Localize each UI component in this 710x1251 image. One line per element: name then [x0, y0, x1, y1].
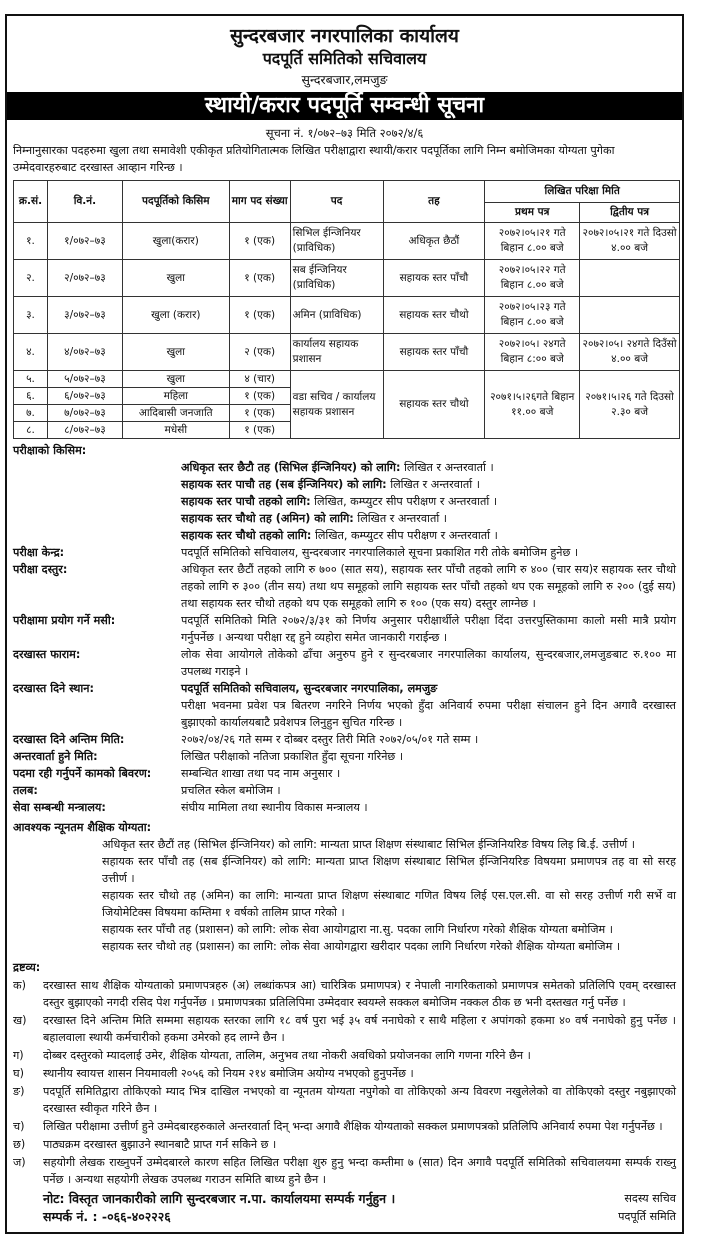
note-text: दोब्बर दस्तुरको म्यादलाई उमेर, शैक्षिक योग्यता, तालिम, अनुभव तथा नोकरी अवधिको प्रयोजनका लागि गणना गरिने छैन ।	[43, 1049, 531, 1062]
note-marker: ग)	[13, 1049, 24, 1062]
table-header	[14, 181, 680, 203]
detail-row	[13, 765, 676, 782]
exam-type-post: अधिकृत स्तर छैटौ तह (सिभिल ईन्जिनियर) को लागि:	[181, 461, 401, 474]
table-row	[14, 371, 680, 388]
cell-post: सिभिल ईन्जिनियर (प्राविधिक)	[290, 223, 383, 260]
cell-level: सहायक स्तर चौथो	[383, 371, 485, 439]
footer-note: नोट: विस्तृत जानकारीको लागि सुन्दरबजार न.पा. कार्यालयमा सम्पर्क गर्नुहुन ।	[43, 1191, 396, 1206]
col-adv: वि.नं.	[47, 181, 122, 223]
cell-type: खुला	[122, 371, 229, 388]
exam-type-method: लिखित, कम्प्युटर सीप परीक्षण र अन्तरवार्ता ।	[314, 529, 498, 542]
note-marker: छ)	[13, 1138, 26, 1151]
detail-label: सेवा सम्बन्धी मन्त्रालय:	[13, 801, 106, 814]
cell-level: सहायक स्तर चौथो	[383, 297, 485, 334]
cell-adv: ४/०७२–७३	[47, 334, 122, 371]
exam-type-method: लिखित, कम्प्युटर सीप परीक्षण र अन्तरवार्ता ।	[314, 495, 498, 508]
cell-post: अमिन (प्राविधिक)	[290, 297, 383, 334]
cell-paper2: २०७१।५।२६ गते दिउसो २.३० बजे	[580, 371, 680, 439]
exam-type-method: लिखित र अन्तरवार्ता ।	[390, 478, 480, 491]
cell-adv: ७/०७२–७३	[47, 405, 122, 422]
intro-text: निम्नानुसारका पदहरुमा खुला तथा समावेशी एकीकृत प्रतियोगितात्मक लिखित परीक्षाद्वारा स्थायी/करार पदपूर्तिका लागि निम्न बमोजिमका योग्यता पुगेका उम्मेदवारहरुबाट दरखास्त आव्हान गरिन्छ ।	[13, 144, 615, 174]
col-paper2: द्वितीय पत्र	[580, 203, 680, 223]
cell-sn: ३.	[14, 297, 48, 334]
note-marker: घ)	[13, 1067, 24, 1080]
col-type: पदपूर्तिको किसिम	[122, 181, 229, 223]
office-name: सुन्दरबजार नगरपालिका कार्यालय	[230, 25, 459, 47]
col-paper1: प्रथम पत्र	[485, 203, 580, 223]
office-address: सुन्दरबजार,लमजुङ	[301, 72, 388, 87]
cell-sn: ८.	[14, 422, 48, 439]
detail-row	[13, 799, 676, 816]
note-text: पाठ्यक्रम दरखास्त बुझाउने स्थानबाटै प्राप्त गर्न सकिने छ ।	[43, 1138, 277, 1151]
detail-row	[13, 782, 676, 799]
apply-place-office: पदपूर्ति समितिको सचिवालय, सुन्दरबजार नगरपालिका, लमजुङ	[181, 682, 438, 695]
exam-type-item	[13, 459, 676, 476]
education-item: सहायक स्तर चौथो तह (अमिन) का लागि: मान्यता प्राप्त शिक्षण संस्थाबाट गणित विषय लिई एस.एल.सी. वा सो सरह उत्तीर्ण गरी सर्भे वा जियोमेटिक्स विषयमा कम्तिमा १ वर्षको तालिम प्राप्त गरेको ।	[102, 889, 676, 919]
apply-place-text: परीक्षा भवनमा प्रवेश पत्र बितरण नगरिने निर्णय भएको हुँदा अनिवार्य रुपमा परीक्षा संचालन हुने दिन अगावै दरखास्त बुझाएको कार्यालयबाटै प्रवेशपत्र लिनुहुन सुचित गरिन्छ ।	[181, 699, 676, 729]
note-text: सहयोगी लेखक राख्नुपर्ने उम्मेदबारले कारण सहित लिखित परीक्षा शुरु हुनु भन्दा कम्तीमा ७ (सात) दिन अगावै पदपूर्ति समितिको सचिवालयमा सम्पर्क राख्नु पर्नेछ । अन्यथा सहयोगी लेखक उपलब्ध गराउन समिति बाध्य हुने छैन ।	[43, 1156, 676, 1186]
table-row	[14, 297, 680, 334]
cell-count: ४ (चार)	[229, 371, 290, 388]
detail-label: दरखास्त फाराम:	[13, 648, 81, 661]
notice-document	[5, 14, 684, 1234]
detail-row	[13, 731, 676, 748]
detail-value: प्रचलित स्केल बमोजिम ।	[181, 784, 281, 797]
cell-paper2: २०७२।०५। २४गते दिउँसो ४.०० बजे	[580, 334, 680, 371]
cell-count: १ (एक)	[229, 422, 290, 439]
note-text: लिखित परीक्षामा उत्तीर्ण हुने उम्मेदबारहरुकाले अन्तरवार्ता दिन् भन्दा अगावै शैक्षिक योग्यताको सक्कल प्रमाणपत्रको प्रतिलिपि अनिवार्य रुपमा पेश गर्नुपर्नेछ ।	[43, 1120, 663, 1133]
cell-count: २ (एक)	[229, 334, 290, 371]
cell-paper1: २०७१।५।२६गते बिहान ११.०० बजे	[485, 371, 580, 439]
detail-value: २०७२/०४/२६ गते सम्म र दोब्बर दस्तुर तिरी मिति २०७२/०५/०१ गते सम्म ।	[181, 733, 479, 746]
cell-adv: ८/०७२–७३	[47, 422, 122, 439]
note-text: स्थानीय स्वायत्त शासन नियमावली २०५६ को नियम २१४ बमोजिम अयोग्य नभएको हुनुपर्नेछ ।	[43, 1067, 414, 1080]
cell-post: सब ईन्जिनियर (प्राविधिक)	[290, 260, 383, 297]
cell-adv: ३/०७२–७३	[47, 297, 122, 334]
exam-type-post: सहायक स्तर पाचौ तह (सब ईन्जिनियर) को लागि:	[181, 478, 387, 491]
note-marker: च)	[13, 1120, 25, 1133]
cell-type: खुला	[122, 260, 229, 297]
cell-paper1: २०७२।०५।२१ गते बिहान ८.०० बजे	[485, 223, 580, 260]
education-item: सहायक स्तर पाँचौ तह (प्रशासन) को लागि: लोक सेवा आयोगद्वारा ना.सु. पदका लागि निर्धारण गरेको शैक्षिक योग्यता बमोजिम ।	[102, 923, 614, 936]
detail-apply-place	[13, 680, 676, 731]
note-marker: ख)	[13, 1014, 27, 1027]
detail-value: सम्बन्धित शाखा तथा पद नाम अनुसार ।	[181, 767, 341, 780]
education-item: सहायक स्तर पाँचौ तह (सब ईन्जिनियर) को लागि: मान्यता प्राप्त शिक्षण संस्थाबाट सिभिल ईन्जिनियरिङ विषयमा प्रमाणपत्र तह वा सो सरह उत्तीर्ण ।	[102, 855, 676, 885]
cell-post: कार्यालय सहायक प्रशासन	[290, 334, 383, 371]
detail-row	[13, 561, 676, 612]
detail-label: परीक्षामा प्रयोग गर्ने मसी:	[13, 614, 116, 627]
cell-adv: ५/०७२–७३	[47, 371, 122, 388]
cell-type: खुला (करार)	[122, 297, 229, 334]
notice-number: सूचना नं. १/०७२–७३ मिति २०७२/४/६	[265, 126, 424, 140]
detail-value: पदपूर्ति समितिको मिति २०७२/३/३१ को निर्णय अनुसार परीक्षार्थीले परीक्षा दिंदा उत्तरपुस्तिकामा कालो मसी मात्रै प्रयोग गर्नुपर्नेछ । अन्यथा परीक्षा रद्द हुने व्यहोरा समेत जानकारी गराईन्छ ।	[181, 614, 676, 644]
cell-count: १ (एक)	[229, 405, 290, 422]
note-marker: ज)	[13, 1156, 26, 1169]
detail-row	[13, 646, 676, 680]
cell-sn: ६.	[14, 388, 48, 405]
col-count: माग पद संख्या	[229, 181, 290, 223]
note-item	[13, 1118, 676, 1135]
cell-count: १ (एक)	[229, 297, 290, 334]
table-row	[14, 334, 680, 371]
detail-row	[13, 544, 676, 561]
signatory-title: सदस्य सचिव	[624, 1192, 676, 1205]
exam-type-post: सहायक स्तर चौथो तहको लागि:	[181, 529, 312, 542]
cell-count: १ (एक)	[229, 223, 290, 260]
cell-type: मधेसी	[122, 422, 229, 439]
exam-type-post: सहायक स्तर चौथो तह (अमिन) को लागि:	[181, 512, 354, 525]
footer	[13, 1190, 676, 1226]
cell-sn: १.	[14, 223, 48, 260]
detail-value: लोक सेवा आयोगले तोकेको ढाँचा अनुरुप हुने र सुन्दरबजार नगरपालिका कार्यालय, सुन्दरबजार,लमजुङबाट रु.१०० मा उपलब्ध गराइने ।	[181, 648, 676, 678]
table-row	[14, 260, 680, 297]
signatory-committee: पदपूर्ति समिति	[618, 1210, 676, 1223]
exam-type-post: सहायक स्तर पाचौ तहको लागि:	[181, 495, 311, 508]
detail-value: पदपूर्ति समितिको सचिवालय, सुन्दरबजार नगरपालिकाले सूचना प्रकाशित गरी तोके बमोजिम हुनेछ ।	[181, 546, 579, 559]
cell-type: खुला(करार)	[122, 223, 229, 260]
note-item	[13, 1047, 676, 1064]
detail-value: लिखित परीक्षाको नतिजा प्रकाशित हुँदा सूचना गरिनेछ ।	[181, 750, 404, 763]
detail-label: दरखास्त दिने स्थान:	[13, 682, 94, 695]
education-item: अधिकृत स्तर छैटौं तह (सिभिल ईन्जिनियर) को लागि: मान्यता प्राप्त शिक्षण संस्थाबाट सिभिल ईन्जिनियरिङ विषय लिइ बि.ई. उत्तीर्ण ।	[102, 838, 636, 851]
cell-sn: ७.	[14, 405, 48, 422]
exam-type-item	[13, 527, 676, 544]
notes-label: द्रष्टव्य:	[13, 961, 41, 974]
cell-level: अधिकृत छैठौं	[383, 223, 485, 260]
detail-value: अधिकृत स्तर छैटौं तहको लागि रु ७०० (सात सय), सहायक स्तर पाँचौ तहको लागि रु ४०० (चार सय)र सहायक स्तर चौथो तहको लागि रु ३०० (तीन सय) तथा थप समूहको लागि सहायक स्तर पाँचौ तहको थप एक समूहको लागि रु २०० (दुई सय) तथा सहायक स्तर चौथो तहको थप एक समूहको लागि रु १०० (एक सय) दस्तुर लाग्नेछ ।	[181, 563, 676, 610]
note-text: दरखास्त साथ शैक्षिक योग्यताको प्रमाणपत्रहरु (अ) लब्धांकपत्र आ) चारित्रिक प्रमाणपत्र) र नेपाली नागरिकताको प्रमाणपत्र समेतको प्रतिलिपि एवम् दरखास्त दस्तुर बुझाएको नगदी रसिद पेश गर्नुपर्नेछ । प्रमाणपत्रका प्रतिलिपिमा उम्मेदवार स्वयम्ले सक्कल बमोजिम नक्कल ठीक छ भनी दस्तखत गर्नु पर्नेछ ।	[43, 979, 676, 1009]
note-marker: ङ)	[13, 1085, 25, 1098]
note-marker: क)	[13, 979, 26, 992]
exam-type-item	[13, 493, 676, 510]
cell-paper2	[580, 260, 680, 297]
exam-type-item	[13, 476, 676, 493]
detail-label: दरखास्त दिने अन्तिम मिति:	[13, 733, 125, 746]
cell-type: महिला	[122, 388, 229, 405]
cell-count: १ (एक)	[229, 388, 290, 405]
exam-type-method: लिखित र अन्तरवार्ता ।	[357, 512, 448, 525]
note-item	[13, 1065, 676, 1082]
col-level: तह	[383, 181, 485, 223]
cell-paper1: २०७२।०५।२२ गते बिहान ८.०० बजे	[485, 260, 580, 297]
contact-number: सम्पर्क नं. : -०६६-४०२२२६	[43, 1209, 171, 1224]
note-text: पदपूर्ति समितिद्वारा तोकिएको म्याद भित्र दाखिल नभएको वा न्यूनतम योग्यता नपुगेको वा तोकिएको अन्य विवरण नखुलेलेको वा तोकिएको दस्तुर नबुझाएको दरखास्त स्वीकृत गरिने छैन ।	[43, 1085, 676, 1115]
cell-post: वडा सचिव / कार्यालय सहायक प्रशासन	[290, 371, 383, 439]
detail-label: परीक्षा केन्द्र:	[13, 546, 65, 559]
exam-type-label: परीक्षाको किसिम:	[13, 444, 87, 457]
note-item	[13, 1154, 676, 1188]
cell-type: खुला	[122, 334, 229, 371]
col-post: पद	[290, 181, 383, 223]
detail-row	[13, 612, 676, 646]
education-item: सहायक स्तर चौथो तह (प्रशासन) का लागि: लोक सेवा आयोगद्वारा खरीदार पदका लागि निर्धारण गरेको शैक्षिक योग्यता बमोजिम ।	[102, 940, 621, 953]
cell-sn: ५.	[14, 371, 48, 388]
education-label: आवश्यक न्यूनतम शैक्षिक योग्यता:	[13, 821, 152, 834]
table-row	[14, 223, 680, 260]
note-item	[13, 1136, 676, 1153]
cell-level: सहायक स्तर पाँचौ	[383, 334, 485, 371]
detail-label: तलब:	[13, 784, 38, 797]
exam-type-item	[13, 510, 676, 527]
detail-row	[13, 748, 676, 765]
cell-paper1: २०७२।०५। २४गते बिहान ८:०० बजे	[485, 334, 580, 371]
col-exam-date: लिखित परिक्षा मिति	[485, 181, 680, 203]
cell-sn: २.	[14, 260, 48, 297]
cell-sn: ४.	[14, 334, 48, 371]
detail-value: संघीय मामिला तथा स्थानीय विकास मन्त्रालय ।	[181, 801, 368, 814]
cell-adv: ६/०७२–७३	[47, 388, 122, 405]
detail-label: परीक्षा दस्तुर:	[13, 563, 68, 576]
note-item	[13, 1083, 676, 1117]
col-sn: क्र.सं.	[14, 181, 48, 223]
cell-type: आदिबासी जनजाति	[122, 405, 229, 422]
cell-adv: १/०७२–७३	[47, 223, 122, 260]
cell-count: १ (एक)	[229, 260, 290, 297]
note-item	[13, 1012, 676, 1046]
cell-level: सहायक स्तर पाँचौ	[383, 260, 485, 297]
exam-type-method: लिखित र अन्तरवार्ता ।	[404, 461, 494, 474]
cell-paper2	[580, 297, 680, 334]
secretariat-name: पदपूर्ति समितिको सचिवालय	[262, 49, 427, 68]
cell-paper1: २०७२।०५।२३ गते बिहान ८.०० बजे	[485, 297, 580, 334]
cell-paper2: २०७२।०५।२१ गते दिउसो ४.०० बजे	[580, 223, 680, 260]
note-item	[13, 977, 676, 1011]
vacancy-table	[13, 180, 680, 439]
detail-label: पदमा रही गर्नुपर्ने कामको बिवरण:	[13, 767, 152, 780]
cell-adv: २/०७२–७३	[47, 260, 122, 297]
detail-label: अन्तरवार्ता हुने मिति:	[13, 750, 98, 763]
notice-title: स्थायी/करार पदपूर्ति सम्वन्धी सूचना	[7, 92, 682, 120]
note-text: दरखास्त दिने अन्तिम मिति सम्ममा सहायक स्तरका लागि १८ वर्ष पुरा भई ३५ वर्ष ननाघेको र साथै महिला र अपांगको हकमा ४० वर्ष ननाघेको हुनु पर्नेछ । बहालवाला स्थायी कर्मचारीको हकमा उमेरको हद लाग्ने छैन ।	[43, 1014, 676, 1044]
